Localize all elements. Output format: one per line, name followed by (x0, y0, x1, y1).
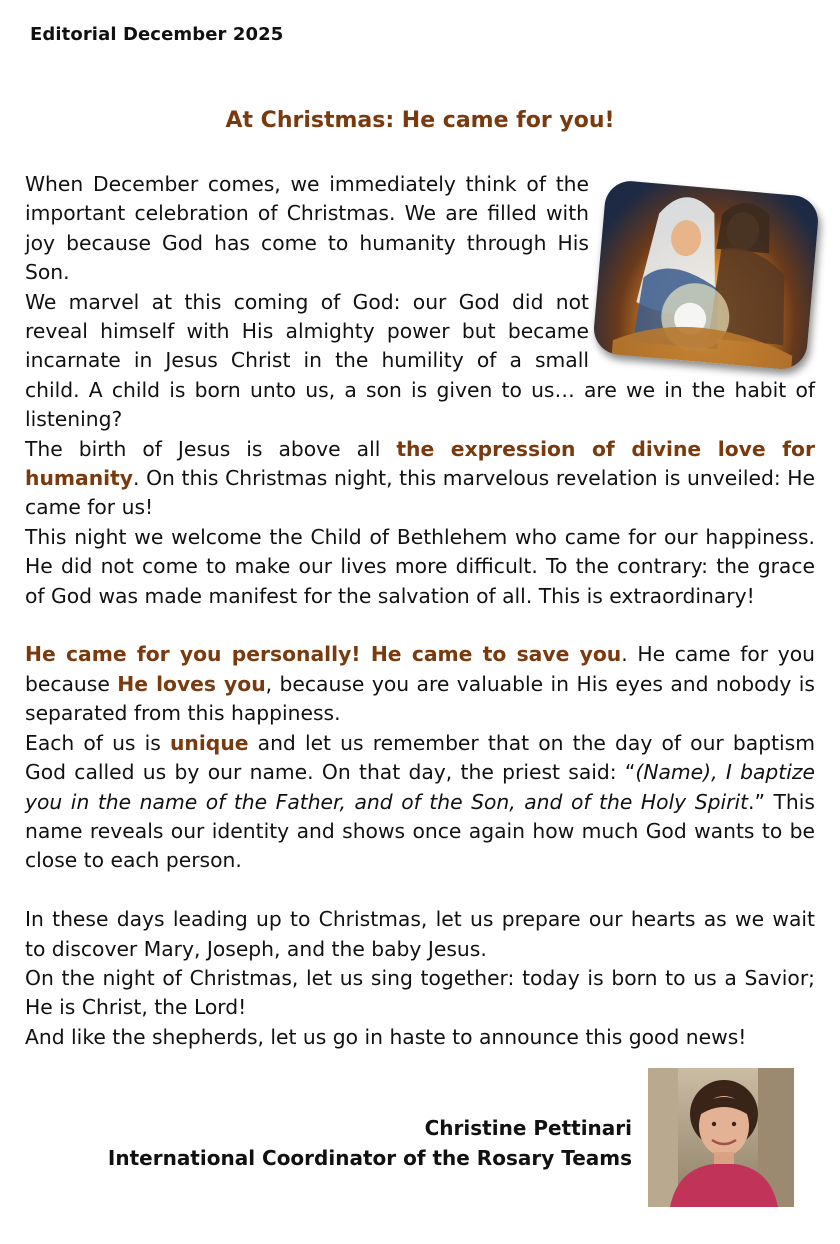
paragraph-6-before: Each of us is (25, 730, 170, 755)
paragraph-5 (25, 640, 815, 728)
author-role: International Coordinator of the Rosary Teams (107, 1146, 632, 1170)
baptism-quote: (Name), I baptize you in the name of the Father, and of the Son, and of the Holy Spirit (25, 760, 815, 814)
paragraph-2: We marvel at this coming of God: our God did not reveal himself with His almighty power but became incarnate in Jesus Christ in the humility of a small child. A child is born unto us, a son is given to us… are we in the habit of listening? (25, 289, 815, 432)
paragraph-3-after: . On this Christmas night, this marvelous revelation is unveiled: He came for us! (25, 466, 815, 520)
paragraph-3-before: The birth of Jesus is above all (25, 436, 397, 461)
unique-highlight: unique (169, 730, 249, 755)
article-body (25, 170, 815, 1052)
signature-block (108, 1113, 632, 1173)
article-title: At Christmas: He came for you! (225, 108, 615, 133)
author-portrait-illustration (648, 1068, 794, 1207)
paragraph-5-after: , because you are valuable in His eyes and nobody is separated from this happiness. (25, 671, 815, 726)
paragraph-4: This night we welcome the Child of Bethlehem who came for our happiness. He did not come to make our lives more difficult. To the contrary: the grace of God was made manifest for the salvation of all. This is extraordinary! (25, 524, 815, 608)
paragraph-6-mid: and let us remember that on the day of our baptism God called us by our name. On that day, the priest said: “ (25, 730, 815, 785)
paragraph-8: On the night of Christmas, let us sing together: today is born to us a Savior; He is Christ, the Lord! (25, 965, 815, 1020)
paragraph-7: In these days leading up to Christmas, let us prepare our hearts as we wait to discover Mary, Joseph, and the baby Jesus. (25, 907, 815, 961)
author-name: Christine Pettinari (424, 1116, 632, 1140)
paragraph-6-after: .” This name reveals our identity and shows once again how much God wants to be close to each person. (25, 789, 815, 873)
paragraph-1: When December comes, we immediately think of the important celebration of Christmas. We are filled with joy because God has come to humanity through His Son. (25, 172, 589, 285)
paragraph-3 (25, 435, 815, 523)
nativity-image (592, 179, 820, 371)
editorial-header: Editorial December 2025 (30, 24, 284, 45)
paragraph-9: And like the shepherds, let us go in haste to announce this good news! (25, 1024, 747, 1049)
author-photo (648, 1068, 794, 1207)
nativity-illustration (592, 179, 820, 371)
paragraph-5-mid: . He came for you because (25, 642, 816, 696)
he-loves-you-highlight: He loves you (117, 671, 266, 696)
divine-love-highlight: the expression of divine love for humanity (25, 436, 815, 491)
came-for-you-highlight: He came for you personally! He came to save you (25, 642, 622, 667)
paragraph-6 (25, 729, 815, 876)
